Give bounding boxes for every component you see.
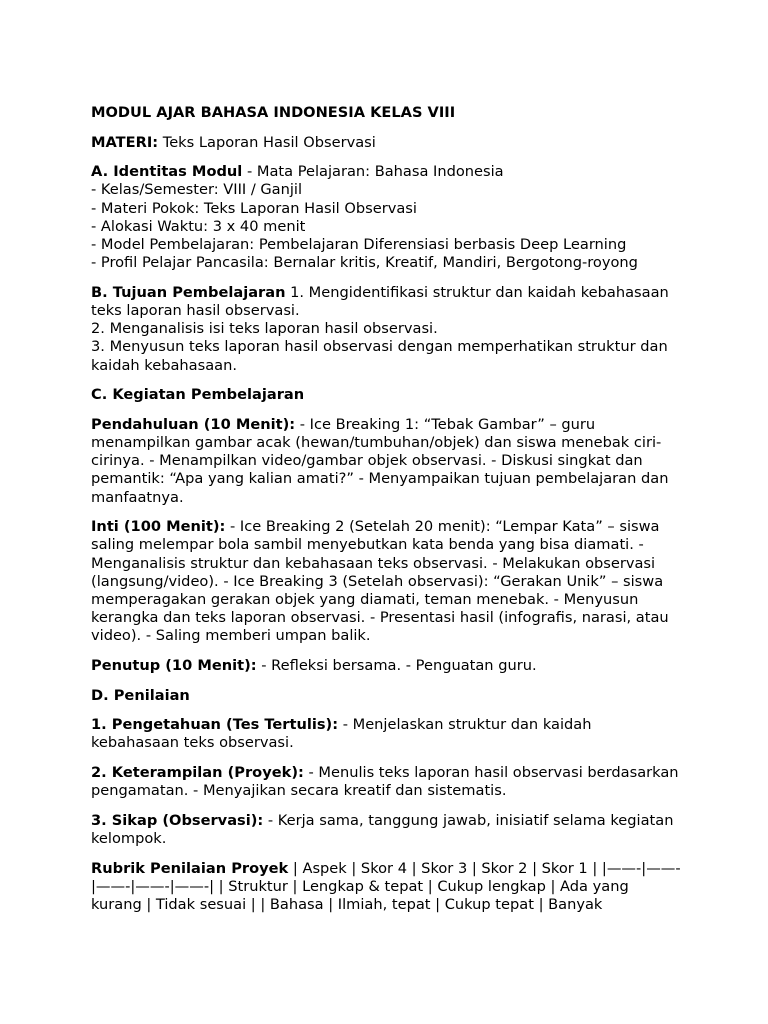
penutup-paragraph [91, 657, 681, 675]
penilaian-heading: D. Penilaian [91, 686, 190, 704]
rubrik-paragraph [91, 860, 681, 915]
pendahuluan-paragraph [91, 416, 681, 507]
materi-line [91, 134, 681, 152]
inti-label: Inti (100 Menit): [91, 518, 226, 536]
penutup-label: Penutup (10 Menit): [91, 657, 257, 675]
pengetahuan-paragraph [91, 716, 681, 752]
identitas-item: - Kelas/Semester: VIII / Ganjil [91, 181, 303, 199]
identitas-item: - Profil Pelajar Pancasila: Bernalar kritis, Kreatif, Mandiri, Bergotong-royong [91, 254, 638, 272]
materi-text: Teks Laporan Hasil Observasi [158, 133, 376, 151]
tujuan-item: 3. Menyusun teks laporan hasil observasi dengan memperhatikan struktur dan kaidah kebahasaan. [91, 338, 668, 374]
document-title [91, 104, 681, 122]
pendahuluan-text: - Ice Breaking 1: “Tebak Gambar” – guru menampilkan gambar acak (hewan/tumbuhan/objek) dan siswa menebak ciri-cirinya. - Menampilkan video/gambar objek observasi. - Diskusi singkat dan pemantik: “Apa yang kalian amati?” - Menyampaikan tujuan pembelajaran dan manfaatnya. [91, 415, 669, 506]
pengetahuan-label: 1. Pengetahuan (Tes Tertulis): [91, 716, 339, 734]
pengetahuan-text: - Menjelaskan struktur dan kaidah kebahasaan teks observasi. [91, 716, 592, 752]
identitas-first-line [91, 163, 681, 181]
identitas-item: - Model Pembelajaran: Pembelajaran Diferensiasi berbasis Deep Learning [91, 236, 627, 253]
sikap-label: 3. Sikap (Observasi): [91, 811, 264, 829]
materi-label: MATERI: [91, 133, 159, 151]
title-text: MODUL AJAR BAHASA INDONESIA KELAS VIII [91, 104, 456, 121]
rubrik-label: Rubrik Penilaian Proyek [91, 859, 289, 877]
identitas-item: - Alokasi Waktu: 3 x 40 menit [91, 217, 306, 235]
penilaian-heading-line [91, 687, 681, 705]
tujuan-item: 2. Menganalisis isi teks laporan hasil observasi. [91, 320, 438, 338]
inti-paragraph [91, 518, 681, 645]
keterampilan-paragraph [91, 764, 681, 800]
kegiatan-heading-line [91, 386, 681, 404]
penutup-text: - Refleksi bersama. - Penguatan guru. [256, 657, 537, 675]
sikap-paragraph [91, 812, 681, 848]
keterampilan-label: 2. Keterampilan (Proyek): [91, 764, 304, 781]
tujuan-section [91, 284, 681, 375]
kegiatan-heading: C. Kegiatan Pembelajaran [91, 386, 305, 404]
tujuan-heading: B. Tujuan Pembelajaran [91, 283, 286, 301]
keterampilan-text: - Menulis teks laporan hasil observasi berdasarkan pengamatan. - Menyajikan secara kreatif dan sistematis. [91, 764, 679, 800]
sikap-text: - Kerja sama, tanggung jawab, inisiatif selama kegiatan kelompok. [91, 811, 674, 847]
identitas-first-item: - Mata Pelajaran: Bahasa Indonesia [242, 163, 504, 181]
rubrik-text: | Aspek | Skor 4 | Skor 3 | Skor 2 | Skor 1 | |——-|——-|——-|——-|——-| | Struktur | Lengkap & tepat | Cukup lengkap | Ada yang kurang | Tidak sesuai | | Bahasa | Ilmiah, tepat | Cukup tepat | Banyak [91, 859, 681, 913]
tujuan-first-line [91, 284, 681, 320]
inti-text: - Ice Breaking 2 (Setelah 20 menit): “Lempar Kata” – siswa saling melempar bola sambil menyebutkan kata benda yang bisa diamati. - Menganalisis struktur dan kebahasaan teks observasi. - Melakukan observasi (langsung/video). - Ice Breaking 3 (Setelah observasi): “Gerakan Unik” – siswa memperagakan gerakan objek yang diamati, teman menebak. - Menyusun kerangka dan teks laporan observasi. - Presentasi hasil (infografis, narasi, atau video). - Saling memberi umpan balik. [91, 518, 669, 645]
identitas-section [91, 163, 681, 272]
document-body [91, 104, 681, 914]
identitas-item: - Materi Pokok: Teks Laporan Hasil Observasi [91, 199, 417, 217]
tujuan-first-item: 1. Mengidentifikasi struktur dan kaidah kebahasaan teks laporan hasil observasi. [91, 283, 669, 319]
pendahuluan-label: Pendahuluan (10 Menit): [91, 415, 296, 433]
identitas-heading: A. Identitas Modul [91, 163, 243, 181]
